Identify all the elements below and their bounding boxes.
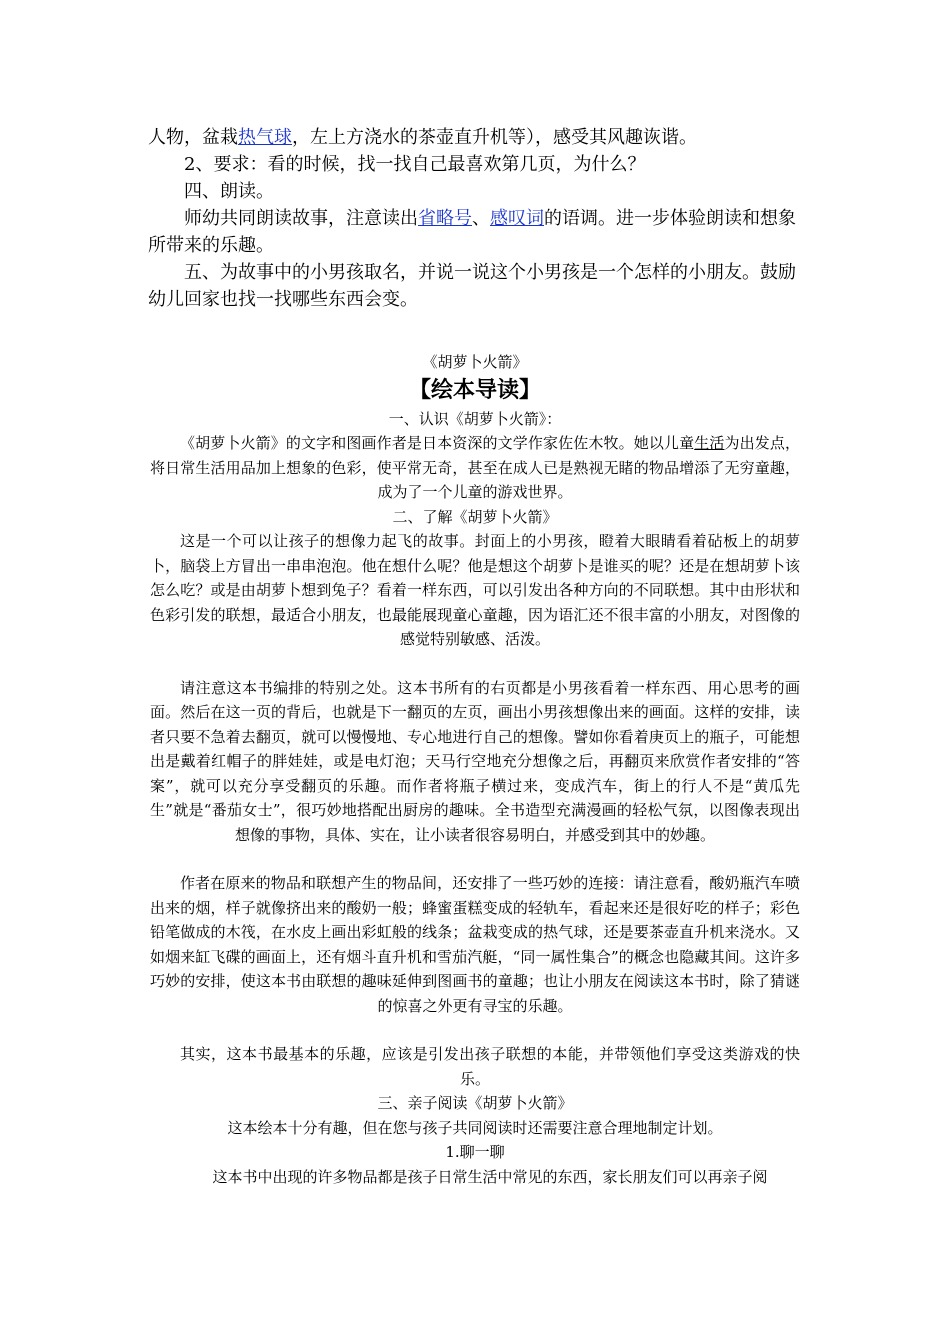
reading-paragraph [148, 205, 808, 259]
text-run: 《胡萝卜火箭》的文字和图画作者是日本资深的文学作家佐佐木牧。她以儿童 [180, 434, 695, 452]
requirement-line: 2、要求：看的时候，找一找自己最喜欢第几页，为什么？ [184, 154, 646, 175]
lesson-line-1 [148, 124, 808, 151]
section-1-title: 一、认识《胡萝卜火箭》： [388, 409, 562, 428]
paragraph-3: 作者在原来的物品和联想产生的物品间，还安排了一些巧妙的连接：请注意看，酸奶瓶汽车喷出来的烟，样子就像挤出来的酸奶一般；蜂蜜蛋糕变成的轻轨车，看起来还是很好吃的样子；彩色铅笔做成的木筏，在水皮上画出彩虹般的线条；盆栽变成的热气球，还是要茶壶直升机来浇水。又如烟来缸飞碟的画面上，还有烟斗直升机和雪茄汽艇，“同一属性集合”的概念也隐藏其间。这许多巧妙的安排，使这本书由联想的趣味延伸到图画书的童趣；也让小朋友在阅读这本书时，除了猜谜的惊喜之外更有寻宝的乐趣。 [150, 874, 800, 1015]
lesson-plan-section [148, 124, 808, 313]
text-run: 为出发点，将日常生活用品加上想象的色彩，使平常无奇，甚至在成人已是熟视无睹的物品增添了无穷童趣，成为了一个儿童的游戏世界。 [150, 434, 800, 501]
section-1-paragraph [150, 431, 800, 505]
link-ellipsis[interactable]: 省略号 [418, 208, 472, 229]
section-4-heading: 四、朗读。 [184, 181, 274, 202]
text-run: 、 [472, 208, 490, 229]
section-3-intro: 这本绘本十分有趣，但在您与孩子共同阅读时还需要注意合理地制定计划。 [227, 1118, 723, 1137]
link-hot-air-balloon[interactable]: 热气球 [238, 127, 292, 148]
paragraph-1: 这是一个可以让孩子的想像力起飞的故事。封面上的小男孩，瞪着大眼睛看着砧板上的胡萝卜，脑袋上方冒出一串串泡泡。他在想什么呢？他是想这个胡萝卜是谁买的呢？还是在想胡萝卜该怎么吃？或是由胡萝卜想到兔子？看着一样东西，可以引发出各种方向的不同联想。其中由形状和色彩引发的联想，最适合小朋友，也最能展现童心童趣，因为语汇还不很丰富的小朋友，对图像的感觉特别敏感、活泼。 [150, 532, 800, 648]
paragraph-4: 其实，这本书最基本的乐趣，应该是引发出孩子联想的本能，并带领他们享受这类游戏的快乐。 [180, 1045, 800, 1088]
section-3-title: 三、亲子阅读《胡萝卜火箭》 [377, 1094, 573, 1112]
picture-book-guide [150, 350, 800, 1189]
text-run: 的语调。进一步体验朗读和想象所带来的乐趣。 [148, 208, 796, 256]
link-life[interactable]: 生活 [694, 434, 725, 452]
spacer [150, 847, 800, 871]
spacer [150, 652, 800, 676]
guide-heading: 【绘本导读】 [408, 377, 541, 403]
section-3-paragraph: 这本书中出现的许多物品都是孩子日常生活中常见的东西，家长朋友们可以再亲子阅 [212, 1167, 768, 1186]
text-run: 师幼共同朗读故事，注意读出 [184, 208, 418, 229]
link-interjection[interactable]: 感叹词 [490, 208, 544, 229]
text-run: 人物，盆栽 [148, 127, 238, 148]
book-title: 《胡萝卜火箭》 [422, 353, 528, 371]
text-run: ，左上方浇水的茶壶直升机等），感受其风趣诙谐。 [292, 127, 697, 148]
subsection-1-title: 1.聊一聊 [445, 1143, 505, 1161]
spacer [150, 1018, 800, 1042]
paragraph-2: 请注意这本书编排的特别之处。这本书所有的右页都是小男孩看着一样东西、用心思考的画面。然后在这一页的背后，也就是下一翻页的左页，画出小男孩想像出来的画面。这样的安排，读者只要不急着去翻页，就可以慢慢地、专心地进行自己的想像。譬如你看着庚页上的瓶子，可能想出是戴着红帽子的胖娃娃，或是电灯泡；天马行空地充分想像之后，再翻页来欣赏作者安排的“答案”，就可以充分享受翻页的乐趣。而作者将瓶子横过来，变成汽车，街上的行人不是“黄瓜先生”就是“番茄女士”，很巧妙地搭配出厨房的趣味。全书造型充满漫画的轻松气氛，以图像表现出想像的事物，具体、实在，让小读者很容易明白，并感受到其中的妙趣。 [150, 678, 800, 844]
section-2-title: 二、了解《胡萝卜火箭》 [392, 507, 558, 526]
section-5-paragraph: 五、为故事中的小男孩取名，并说一说这个小男孩是一个怎样的小朋友。鼓励幼儿回家也找一找哪些东西会变。 [148, 262, 796, 310]
